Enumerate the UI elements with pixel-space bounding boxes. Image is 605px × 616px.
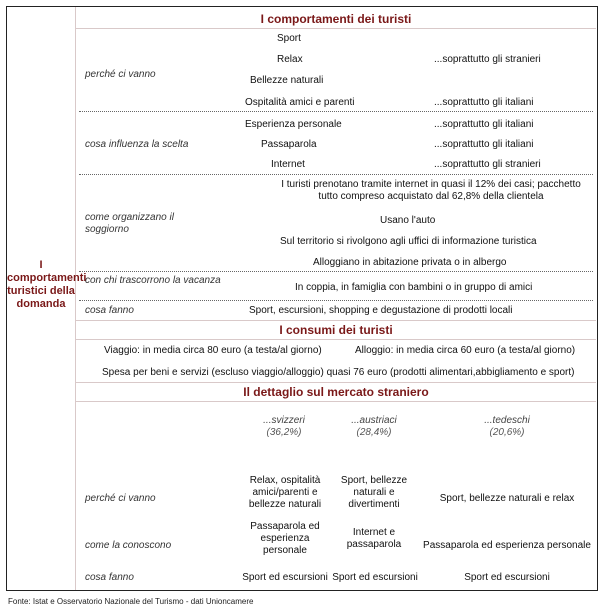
side-label: I comportamenti turistici della domanda [7,259,87,310]
influence-item: Esperienza personale [245,119,342,130]
foreign-know-label: come la conoscono [85,540,172,551]
why-label: perché ci vanno [85,69,156,80]
header-divider [76,28,596,29]
organize-label: come organizzano il soggiorno [85,212,174,235]
foreign-do-german: Sport ed escursioni [464,572,550,583]
foreign-why-label: perché ci vanno [85,493,156,504]
foreign-why-austrian: Sport, bellezze naturali e divertimenti [340,475,408,510]
row-divider [79,174,593,175]
with-whom-label: con chi trascorrono la vacanza [85,275,221,286]
foreign-know-german: Passaparola ed esperienza personale [423,540,591,551]
market-swiss [239,415,329,439]
foreign-do-label: cosa fanno [85,572,134,583]
header-behaviours: I comportamenti dei turisti [260,12,412,26]
influence-item: Passaparola [261,139,317,150]
row-divider [79,300,593,301]
header-foreign: Il dettaglio sul mercato straniero [243,385,429,399]
row-divider [79,111,593,112]
market-name: ...austriaci [351,415,397,426]
row-divider [79,271,593,272]
why-item: Ospitalità amici e parenti [245,97,355,108]
influence-note: ...soprattutto gli italiani [434,139,534,150]
foreign-why-german: Sport, bellezze naturali e relax [439,493,575,504]
foreign-do-swiss: Sport ed escursioni [242,572,328,583]
foreign-why-swiss: Relax, ospitalità amici/parenti e bellezze naturali [248,475,322,510]
header-divider [76,339,596,340]
consumption-spending: Spesa per beni e servizi (escluso viaggio/alloggio) quasi 76 euro (prodotti alimentari,abbigliamento e sport) [102,367,575,378]
market-share: (20,6%) [489,427,525,438]
activities-text: Sport, escursioni, shopping e degustazione di prodotti locali [249,305,513,316]
market-share: (28,4%) [356,427,392,438]
why-note: ...soprattutto gli italiani [434,97,534,108]
market-austrian [329,415,419,439]
activities-label: cosa fanno [85,305,134,316]
why-item: Sport [277,33,301,44]
why-item: Relax [277,54,303,65]
organize-item: I turisti prenotano tramite internet in quasi il 12% dei casi; pacchetto tutto compreso acquistato dal 62,8% della clientela [281,179,581,202]
market-german [427,415,587,439]
organize-item: Alloggiano in abitazione privata o in albergo [313,257,507,268]
organize-item: Sul territorio si rivolgono agli uffici di informazione turistica [280,236,537,247]
why-item: Bellezze naturali [250,75,324,86]
with-whom-text: In coppia, in famiglia con bambini o in gruppo di amici [295,282,533,293]
influence-note: ...soprattutto gli italiani [434,119,534,130]
foreign-know-austrian: Internet e passaparola [346,527,402,550]
header-divider [76,401,596,402]
market-share: (36,2%) [266,427,302,438]
organize-item: Usano l'auto [380,215,436,226]
section-divider [76,382,596,383]
market-name: ...tedeschi [484,415,530,426]
why-note: ...soprattutto gli stranieri [434,54,541,65]
foreign-know-swiss: Passaparola ed esperienza personale [250,521,320,556]
consumption-lodging: Alloggio: in media circa 60 euro (a testa/al giorno) [355,345,576,356]
influence-label: cosa influenza la scelta [85,139,189,150]
consumption-travel: Viaggio: in media circa 80 euro (a testa/al giorno) [104,345,322,356]
influence-note: ...soprattutto gli stranieri [434,159,541,170]
header-consumption: I consumi dei turisti [279,323,393,337]
influence-item: Internet [271,159,305,170]
foreign-do-austrian: Sport ed escursioni [332,572,418,583]
market-name: ...svizzeri [263,415,305,426]
table-frame [6,6,598,591]
section-divider [76,320,596,321]
side-column [7,7,87,590]
source-note: Fonte: Istat e Osservatorio Nazionale del Turismo - dati Unioncamere [8,597,254,606]
